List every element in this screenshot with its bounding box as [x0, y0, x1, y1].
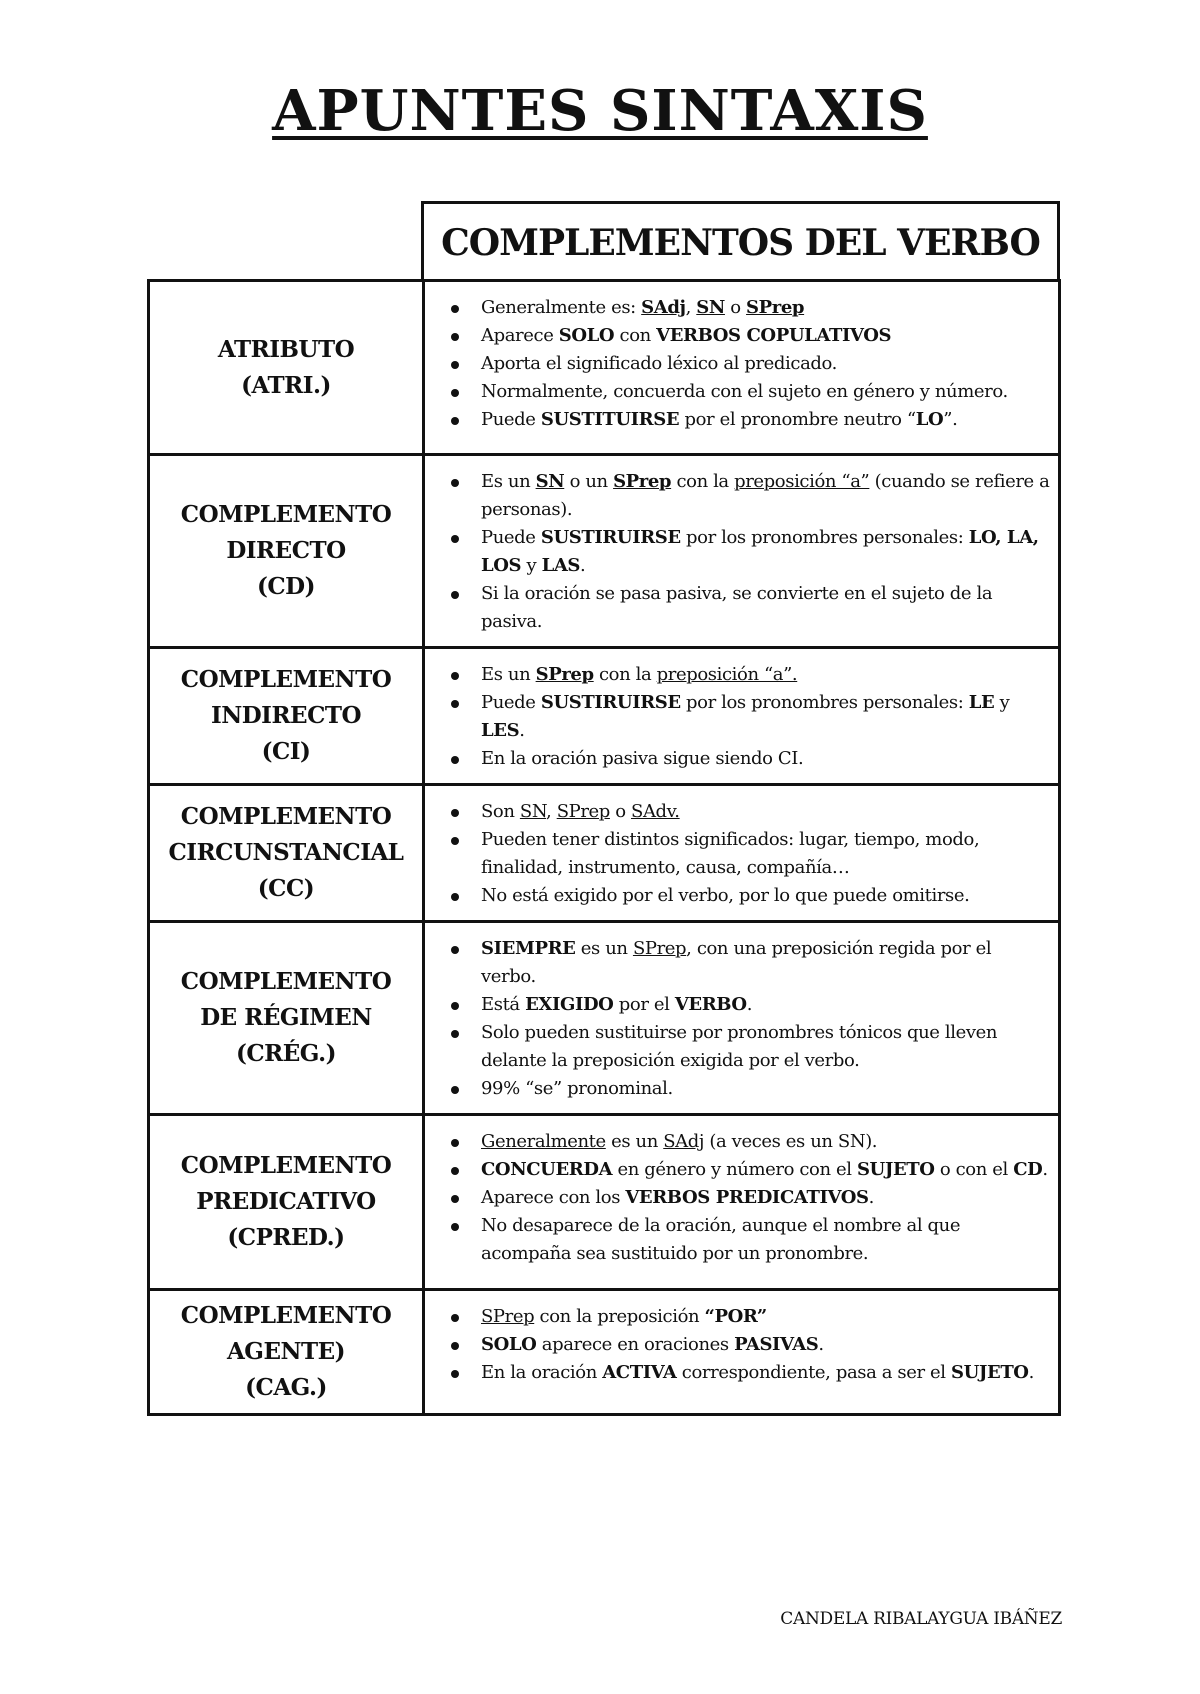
- bullet-text-segment: SAdv.: [631, 801, 680, 822]
- complement-description: [424, 922, 1060, 1115]
- list-item: [445, 1075, 1050, 1103]
- table-row: [149, 1290, 1060, 1415]
- bullet-text-segment: .: [519, 720, 525, 741]
- list-item: [445, 350, 1050, 378]
- bullet-text-segment: SOLO: [481, 1334, 537, 1355]
- page-title: APUNTES SINTAXIS: [272, 78, 928, 144]
- complement-label-line: INDIRECTO: [210, 702, 362, 729]
- list-item: [445, 798, 1050, 826]
- bullet-text-segment: LE: [968, 692, 995, 713]
- complement-label-line: PREDICATIVO: [196, 1188, 376, 1215]
- bullet-text-segment: con la preposición: [534, 1306, 705, 1327]
- bullet-text-segment: SPrep: [613, 471, 672, 492]
- complement-description: [424, 1115, 1060, 1290]
- list-item: [445, 991, 1050, 1019]
- table-header: COMPLEMENTOS DEL VERBO: [421, 201, 1060, 281]
- complement-label-line: COMPLEMENTO: [180, 501, 392, 528]
- list-item: [445, 580, 1050, 636]
- complement-label: [149, 922, 424, 1115]
- bullet-text-segment: SPrep: [535, 664, 594, 685]
- bullet-text-segment: o: [724, 297, 747, 318]
- bullet-text-segment: ,: [685, 297, 697, 318]
- bullet-text-segment: Aparece: [481, 325, 559, 346]
- bullet-text-segment: EXIGIDO: [525, 994, 614, 1015]
- bullet-list: [445, 1303, 1050, 1387]
- bullet-text-segment: Si la oración se pasa pasiva, se convierte en el sujeto de la pasiva.: [481, 583, 993, 632]
- complement-label-line: COMPLEMENTO: [180, 968, 392, 995]
- bullet-text-segment: con la: [671, 471, 735, 492]
- list-item: [445, 1359, 1050, 1387]
- bullet-text-segment: ”.: [943, 409, 958, 430]
- bullet-text-segment: SPrep: [481, 1306, 535, 1327]
- bullet-text-segment: correspondiente, pasa a ser el: [676, 1362, 951, 1383]
- complement-description: [424, 648, 1060, 785]
- complement-label-line: (ATRI.): [241, 371, 331, 399]
- bullet-text-segment: .: [1028, 1362, 1034, 1383]
- bullet-text-segment: o con el: [934, 1159, 1014, 1180]
- bullet-text-segment: VERBOS COPULATIVOS: [656, 325, 892, 346]
- bullet-text-segment: SUSTIRUIRSE: [540, 692, 681, 713]
- list-item: [445, 1019, 1050, 1075]
- bullet-text-segment: y: [521, 555, 542, 576]
- bullet-text-segment: SN: [535, 471, 565, 492]
- bullet-text-segment: ACTIVA: [602, 1362, 677, 1383]
- bullet-text-segment: en género y número con el: [612, 1159, 857, 1180]
- bullet-text-segment: SUSTIRUIRSE: [540, 527, 681, 548]
- bullet-text-segment: SPrep: [632, 938, 687, 959]
- bullet-text-segment: por el pronombre neutro “: [679, 409, 916, 430]
- bullet-text-segment: (cuando se refiere a personas).: [481, 471, 1050, 520]
- bullet-text-segment: preposición “a”: [734, 471, 870, 492]
- bullet-text-segment: por los pronombres personales:: [680, 527, 969, 548]
- bullet-text-segment: Normalmente, concuerda con el sujeto en género y número.: [481, 381, 1008, 402]
- list-item: [445, 882, 1050, 910]
- list-item: [445, 1184, 1050, 1212]
- bullet-text-segment: CD: [1013, 1159, 1043, 1180]
- bullet-text-segment: Generalmente es:: [481, 297, 642, 318]
- author-name: CANDELA RIBALAYGUA IBÁÑEZ: [780, 1609, 1062, 1629]
- complement-description: [424, 785, 1060, 922]
- complement-label-line: (CRÉG.): [235, 1040, 337, 1067]
- complement-description: [424, 1290, 1060, 1415]
- bullet-text-segment: VERBO: [674, 994, 747, 1015]
- bullet-text-segment: y: [994, 692, 1010, 713]
- bullet-text-segment: es un: [575, 938, 633, 959]
- bullet-text-segment: SUJETO: [856, 1159, 935, 1180]
- bullet-text-segment: aparece en oraciones: [536, 1334, 735, 1355]
- bullet-text-segment: LO, LA, LOS: [481, 527, 1039, 576]
- table-row: [149, 281, 1060, 455]
- bullet-text-segment: En la oración: [481, 1362, 603, 1383]
- bullet-text-segment: Puede: [481, 409, 541, 430]
- bullet-text-segment: Está: [481, 994, 526, 1015]
- complement-label-line: (CI): [261, 738, 311, 765]
- list-item: [445, 1156, 1050, 1184]
- bullet-text-segment: o un: [564, 471, 614, 492]
- complement-label: [149, 785, 424, 922]
- complement-label-line: ATRIBUTO: [217, 335, 355, 363]
- bullet-text-segment: .: [1042, 1159, 1048, 1180]
- bullet-text-segment: .: [818, 1334, 824, 1355]
- bullet-text-segment: con: [614, 325, 657, 346]
- table-row: [149, 922, 1060, 1115]
- list-item: [445, 294, 1050, 322]
- complement-label-line: DE RÉGIMEN: [200, 1004, 372, 1031]
- list-item: [445, 524, 1050, 580]
- bullet-text-segment: Puede: [481, 692, 541, 713]
- complement-description: [424, 281, 1060, 455]
- bullet-text-segment: LO: [915, 409, 944, 430]
- complement-label-line: COMPLEMENTO: [180, 1302, 392, 1329]
- bullet-text-segment: Es un: [481, 664, 536, 685]
- bullet-text-segment: SIEMPRE: [481, 938, 576, 959]
- bullet-list: [445, 935, 1050, 1103]
- bullet-text-segment: En la oración pasiva sigue siendo CI.: [481, 748, 804, 769]
- bullet-text-segment: SUJETO: [950, 1362, 1029, 1383]
- bullet-text-segment: por el: [613, 994, 675, 1015]
- bullet-text-segment: por los pronombres personales:: [680, 692, 969, 713]
- list-item: [445, 1212, 1050, 1268]
- bullet-text-segment: Son: [481, 801, 520, 822]
- bullet-text-segment: SOLO: [558, 325, 615, 346]
- bullet-text-segment: CONCUERDA: [481, 1159, 613, 1180]
- list-item: [445, 1128, 1050, 1156]
- bullet-text-segment: SN: [696, 297, 725, 318]
- bullet-text-segment: No está exigido por el verbo, por lo que puede omitirse.: [481, 885, 970, 906]
- bullet-text-segment: SAdj: [663, 1131, 705, 1152]
- complement-label-line: CIRCUNSTANCIAL: [168, 839, 404, 866]
- bullet-text-segment: SPrep: [556, 801, 610, 822]
- complement-label: [149, 281, 424, 455]
- list-item: [445, 1331, 1050, 1359]
- complement-label-line: AGENTE): [226, 1338, 346, 1365]
- list-item: [445, 745, 1050, 773]
- bullet-list: [445, 661, 1050, 773]
- complement-label: [149, 1115, 424, 1290]
- bullet-text-segment: SAdj: [641, 297, 686, 318]
- bullet-list: [445, 1128, 1050, 1268]
- complements-table: [147, 279, 1061, 1416]
- bullet-text-segment: Puede: [481, 527, 541, 548]
- bullet-text-segment: LES: [481, 720, 520, 741]
- bullet-text-segment: SUSTITUIRSE: [540, 409, 680, 430]
- bullet-text-segment: SN: [519, 801, 547, 822]
- bullet-text-segment: PASIVAS: [734, 1334, 819, 1355]
- list-item: [445, 661, 1050, 689]
- bullet-text-segment: con la: [593, 664, 657, 685]
- bullet-list: [445, 294, 1050, 434]
- bullet-list: [445, 468, 1050, 636]
- bullet-text-segment: 99% “se” pronominal.: [481, 1078, 673, 1099]
- bullet-list: [445, 798, 1050, 910]
- bullet-text-segment: preposición “a”.: [656, 664, 798, 685]
- bullet-text-segment: .: [746, 994, 753, 1015]
- table-row: [149, 1115, 1060, 1290]
- complement-label-line: COMPLEMENTO: [180, 1152, 392, 1179]
- bullet-text-segment: LAS: [541, 555, 580, 576]
- table-row: [149, 455, 1060, 648]
- bullet-text-segment: ,: [546, 801, 557, 822]
- list-item: [445, 406, 1050, 434]
- bullet-text-segment: SPrep: [746, 297, 805, 318]
- bullet-text-segment: o: [609, 801, 632, 822]
- list-item: [445, 468, 1050, 524]
- bullet-text-segment: Pueden tener distintos significados: lugar, tiempo, modo, finalidad, instrumento, causa, compañía…: [481, 829, 980, 878]
- complement-label-line: (CD): [256, 573, 315, 600]
- complement-label: [149, 1290, 424, 1415]
- complement-label-line: COMPLEMENTO: [180, 803, 392, 830]
- bullet-text-segment: es un: [605, 1131, 664, 1152]
- list-item: [445, 322, 1050, 350]
- bullet-text-segment: .: [868, 1187, 874, 1208]
- list-item: [445, 935, 1050, 991]
- list-item: [445, 378, 1050, 406]
- bullet-text-segment: .: [579, 555, 586, 576]
- bullet-text-segment: “POR”: [704, 1306, 767, 1327]
- table-row: [149, 648, 1060, 785]
- complement-label: [149, 648, 424, 785]
- bullet-text-segment: Solo pueden sustituirse por pronombres tónicos que lleven delante la preposición exigida por el verbo.: [481, 1022, 998, 1071]
- bullet-text-segment: Es un: [481, 471, 536, 492]
- table-row: [149, 785, 1060, 922]
- list-item: [445, 826, 1050, 882]
- bullet-text-segment: Generalmente: [481, 1131, 606, 1152]
- bullet-text-segment: , con una preposición regida por el verbo.: [481, 938, 992, 987]
- complement-label-line: (CPRED.): [227, 1224, 345, 1251]
- complement-label: [149, 455, 424, 648]
- complement-description: [424, 455, 1060, 648]
- bullet-text-segment: VERBOS PREDICATIVOS: [625, 1187, 869, 1208]
- complement-label-line: (CAG.): [245, 1374, 327, 1401]
- complement-label-line: COMPLEMENTO: [180, 666, 392, 693]
- complement-label-line: (CC): [257, 875, 315, 902]
- list-item: [445, 1303, 1050, 1331]
- bullet-text-segment: Aparece con los: [481, 1187, 626, 1208]
- bullet-text-segment: No desaparece de la oración, aunque el nombre al que acompaña sea sustituido por un pronombre.: [481, 1215, 961, 1264]
- bullet-text-segment: (a veces es un SN).: [704, 1131, 878, 1152]
- bullet-text-segment: Aporta el significado léxico al predicado.: [481, 353, 837, 374]
- complement-label-line: DIRECTO: [226, 537, 346, 564]
- list-item: [445, 689, 1050, 745]
